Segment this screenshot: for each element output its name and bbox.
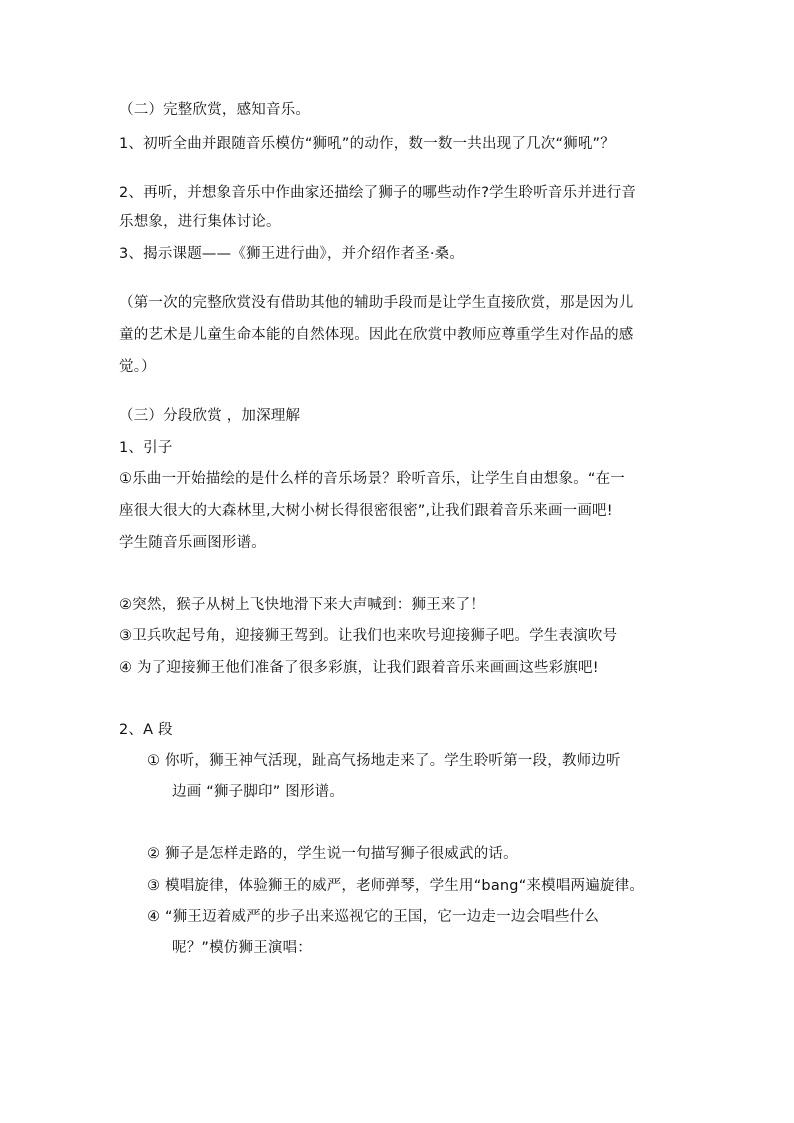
section-2-item-3: 3、揭示课题——《狮王进行曲》，并介绍作者圣·桑。 xyxy=(119,246,465,262)
section-2-note-line-3: 觉。） xyxy=(119,359,156,375)
intro-item-4: ④ 为了迎接狮王他们准备了很多彩旗，让我们跟着音乐来画画这些彩旗吧! xyxy=(119,660,599,676)
section-2-note-line-2: 童的艺术是儿童生命本能的自然体现。因此在欣赏中教师应尊重学生对作品的感 xyxy=(119,327,634,343)
a-item-4-line-1: ④ “狮王迈着威严的步子出来巡视它的王国，它一边走一边会唱些什么 xyxy=(147,909,600,925)
a-item-1-line-1: ① 你听，狮王神气活现，趾高气扬地走来了。学生聆听第一段，教师边听 xyxy=(147,753,621,769)
intro-item-3: ③卫兵吹起号角，迎接狮王驾到。让我们也来吹号迎接狮子吧。学生表演吹号 xyxy=(119,628,618,644)
section-2-item-2-line-2: 乐想象，进行集体讨论。 xyxy=(119,214,281,230)
intro-item-1-line-1: ①乐曲一开始描绘的是什么样的音乐场景？聆听音乐，让学生自由想象。“在一 xyxy=(119,471,626,487)
section-3-heading: （三）分段欣赏 ，加深理解 xyxy=(119,408,301,424)
section-2-heading: （二）完整欣赏，感知音乐。 xyxy=(119,102,311,118)
part-1-title: 1、引子 xyxy=(119,440,173,456)
intro-item-1-line-2: 座很大很大的大森林里,大树小树长得很密很密”,让我们跟着音乐来画一画吧! xyxy=(119,503,613,519)
a-item-1-line-2: 边画 “狮子脚印” 图形谱。 xyxy=(172,784,345,800)
a-item-4-line-2: 呢？”模仿狮王演唱： xyxy=(172,940,313,956)
intro-item-2: ②突然，猴子从树上飞快地滑下来大声喊到：狮王来了！ xyxy=(119,597,485,613)
a-item-2: ② 狮子是怎样走路的，学生说一句描写狮子很威武的话。 xyxy=(147,846,518,862)
section-2-note-line-1: （第一次的完整欣赏没有借助其他的辅助手段而是让学生直接欣赏，那是因为儿 xyxy=(119,295,634,311)
section-2-item-1: 1、初听全曲并跟随音乐模仿“狮吼”的动作，数一数一共出现了几次“狮吼”？ xyxy=(119,136,615,152)
section-2-item-2-line-1: 2、再听，并想象音乐中作曲家还描绘了狮子的哪些动作?学生聆听音乐并进行音 xyxy=(119,185,637,201)
intro-item-1-line-3: 学生随音乐画图形谱。 xyxy=(119,535,266,551)
part-2-title: 2、A 段 xyxy=(119,722,173,738)
a-item-3: ③ 模唱旋律，体验狮王的威严，老师弹琴，学生用“bang“来模唱两遍旋律。 xyxy=(147,878,645,894)
